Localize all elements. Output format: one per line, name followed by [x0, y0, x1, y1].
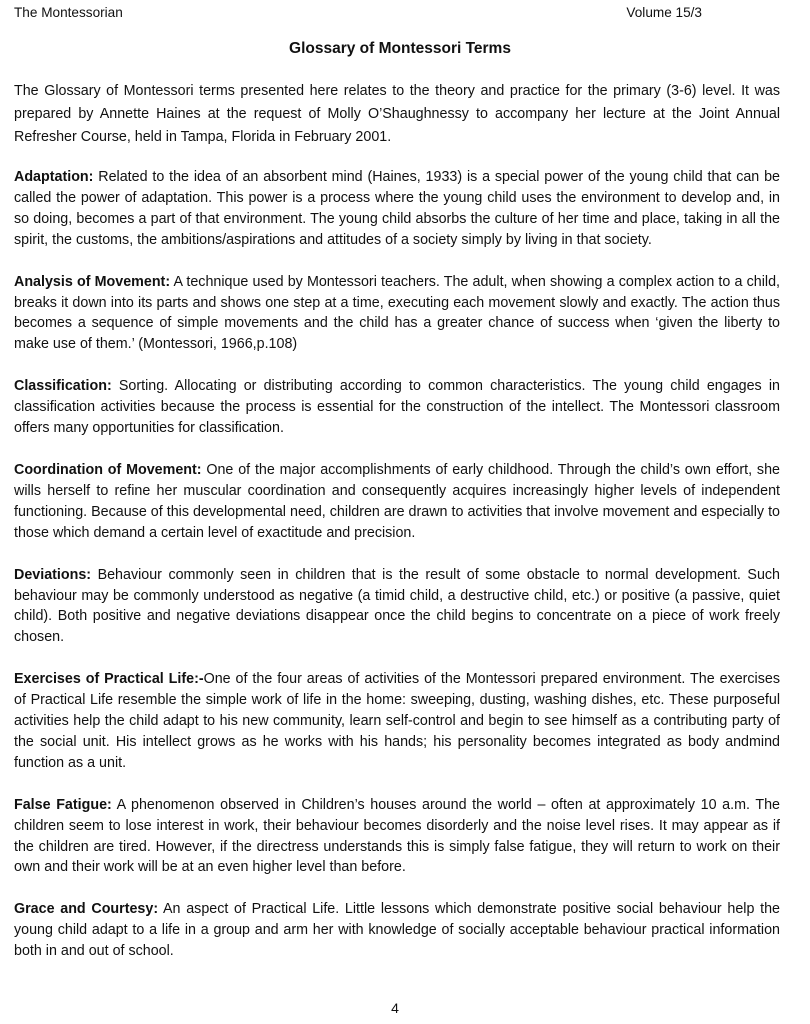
page-title: Glossary of Montessori Terms — [289, 40, 511, 57]
entry-definition: Related to the idea of an absorbent mind (Haines, 1933) is a special power of the young child that can be called the power of adaptation. This power is a process where the young child uses the environment to develop and, in so doing, becomes a part of that environment. The young child absorbs the culture of her time and place, taking in all the spirit, the customs, the ambitions/aspirations and attitudes of a society simply by living in that society. — [14, 169, 780, 248]
entry-definition: One of the four areas of activities of the Montessori prepared environment. The exercises of Practical Life resemble the simple work of life in the home: sweeping, dusting, washing dishes, etc. These purposeful activities help the child adapt to his new community, learn self-control and begin to see himself as a contributing party of the social unit. His intellect grows as he works with his hands; his personality becomes integrated as body andmind function as a unit. — [14, 671, 780, 771]
entry-definition: One of the major accomplishments of early childhood. Through the child’s own effort, she wills herself to refine her muscular coordination and consequently acquires increasingly higher levels of independent functioning. Because of this developmental need, children are drawn to activities that involve movement and especially to those which demand a certain level of exactitude and precision. — [14, 461, 780, 541]
glossary-entry-classification — [14, 376, 780, 439]
entry-term: Coordination of Movement: — [14, 461, 202, 478]
entry-term: False Fatigue: — [14, 796, 112, 813]
glossary-entry-analysis-of-movement — [14, 272, 780, 356]
glossary-entry-deviations — [14, 565, 780, 649]
intro-paragraph: The Glossary of Montessori terms presented here relates to the theory and practice for the primary (3-6) level. It was prepared by Annette Haines at the request of Molly O’Shaughnessy to accompany her lecture at the Joint Annual Refresher Course, held in Tampa, Florida in February 2001. — [14, 83, 780, 145]
entry-term: Grace and Courtesy: — [14, 901, 159, 918]
glossary-entry-adaptation — [14, 167, 780, 251]
entry-definition: An aspect of Practical Life. Little lessons which demonstrate positive social behaviour help the young child adapt to a life in a group and arm her with knowledge of socially acceptable behaviour practical information both in and out of school. — [14, 901, 780, 960]
entry-term: Deviations: — [14, 566, 92, 583]
publication-name: The Montessorian — [14, 5, 123, 20]
entry-definition: Behaviour commonly seen in children that is the result of some obstacle to normal development. Such behaviour may be commonly understood as negative (a timid child, a destructive child, etc.) or positive (a passive, quiet child). Both positive and negative deviations disappear once the child begins to concentrate on a piece of work freely chosen. — [14, 566, 780, 646]
entry-term: Analysis of Movement: — [14, 273, 171, 290]
page-number: 4 — [391, 1000, 399, 1016]
glossary-entry-grace-and-courtesy — [14, 899, 780, 962]
entry-definition: A phenomenon observed in Children’s houses around the world – often at approximately 10 a.m. The children seem to lose interest in work, their behaviour becomes disorderly and the noise level rises. It may appear as if the children are tired. However, if the directress understands this is simply false fatigue, they will return to work on their own and their work will be at an even higher level than before. — [14, 796, 780, 876]
entry-term: Adaptation: — [14, 169, 94, 185]
volume-number: Volume 15/3 — [626, 5, 702, 20]
glossary-list — [14, 167, 780, 983]
glossary-entry-false-fatigue — [14, 795, 780, 879]
entry-definition: A technique used by Montessori teachers. The adult, when showing a complex action to a child, breaks it down into its parts and shows one step at a time, executing each movement slowly and exactly. The action thus becomes a sequence of simple movements and the child has a greater chance of success when ‘given the liberty to make use of them.’ (Montessori, 1966,p.108) — [14, 273, 780, 353]
page-header — [14, 5, 794, 23]
entry-definition: Sorting. Allocating or distributing according to common characteristics. The young child engages in classification activities because the process is essential for the construction of the intellect. The Montessori classroom offers many opportunities for classification. — [14, 378, 780, 437]
glossary-entry-exercises-of-practical-life — [14, 669, 780, 774]
glossary-entry-coordination-of-movement — [14, 460, 780, 544]
entry-term: Classification: — [14, 378, 112, 395]
entry-term: Exercises of Practical Life:- — [14, 671, 204, 688]
